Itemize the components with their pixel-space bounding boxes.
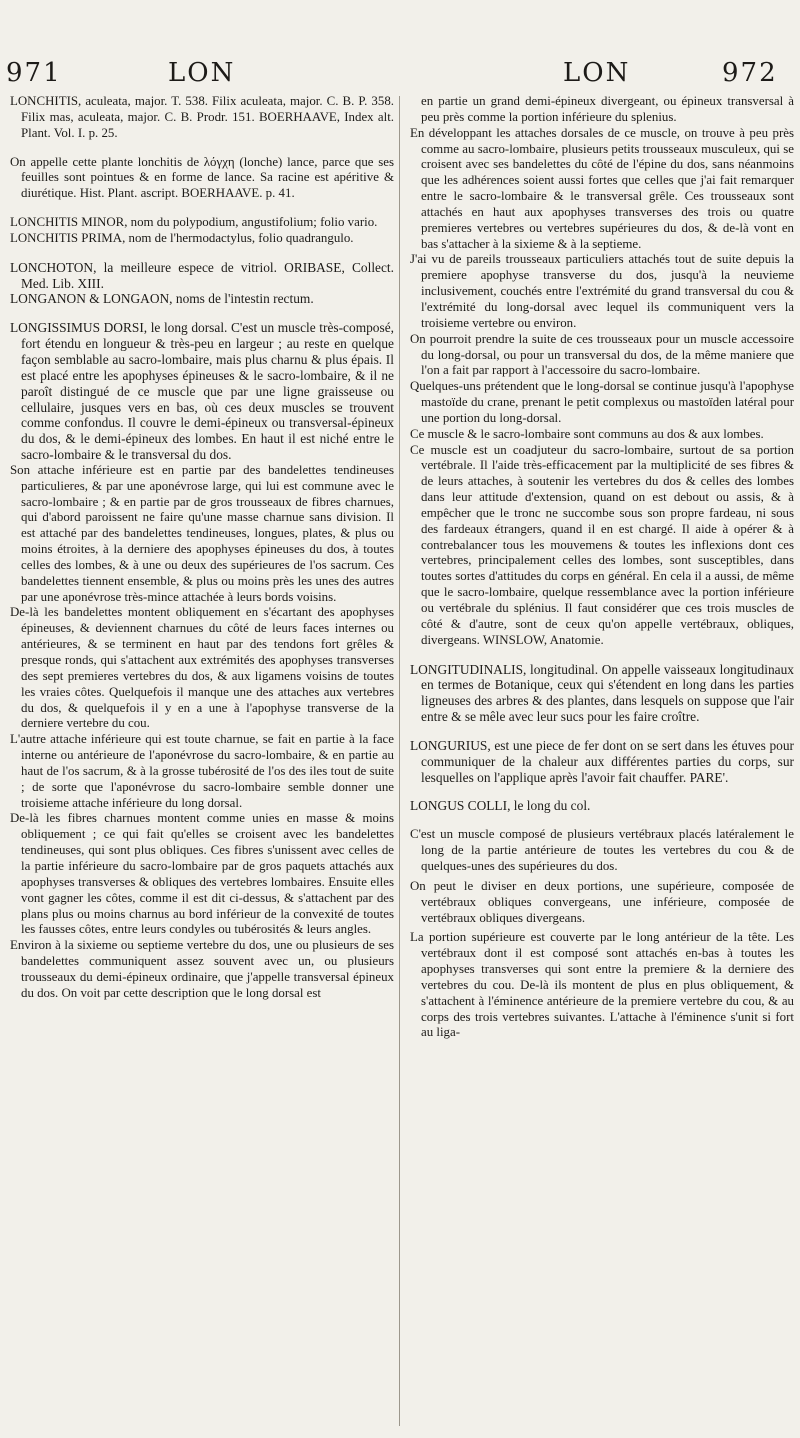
entry-longanon: LONGANON & LONGAON, noms de l'intestin rectum. (10, 291, 314, 307)
entry-longurius: LONGURIUS, est une piece de fer dont on se sert dans les étuves pour communiquer de la chaleur aux différentes parties du corps, sur lesquelles on l'applique après l'avoir fait chauffer. PARE'. (410, 737, 794, 785)
paragraph-deux-portions: On peut le diviser en deux portions, une supérieure, composée de vertébraux obliques convergeans, une inférieure, composée de vertébraux obliques divergeans. (410, 878, 794, 925)
paragraph-autre-attache: L'autre attache inférieure qui est toute charnue, se fait en partie à la face interne ou antérieure de l'aponévrose du sacro-lombaire, & en partie au haut de l'os sacrum, & à la grosse tubérosité de l'os des iles tout de suite ; de sorte que l'aponévrose du sacro-lombaire semble donner une troisieme attache inférieure du long dorsal. (10, 732, 394, 810)
entry-lonchitis-etymology: On appelle cette plante lonchitis de λόγχη (lonche) lance, parce que ses feuilles sont pointues & en forme de lance. Sa racine est apéritive & diurétique. Hist. Plant. ascript. BOERHAAVE. p. 41. (10, 154, 394, 201)
paragraph-sixieme-vertebre: Environ à la sixieme ou septieme vertebre du dos, une ou plusieurs de ses bandelettes communiquent assez souvent avec un, ou plusieurs trousseaux du demi-épineux ordinaire, que j'appelle transversal épineux du dos. On voit par cette description que le long dorsal est (10, 938, 394, 1000)
page-number-left: 971 (6, 58, 62, 88)
column-divider (399, 96, 400, 1426)
paragraph-trousseaux: J'ai vu de pareils trousseaux particuliers attachés tout de suite depuis la premiere apophyse transverse du dos, jusqu'à la neuvieme inclusivement, couchés entre l'extrémité du grand transversal du cou & l'extrémité du long-dorsal avec lequel ils communiquent vers la troisieme vertebre ou environ. (410, 252, 794, 330)
paragraph-longus-colli-definition: C'est un muscle composé de plusieurs vertébraux placés latéralement le long de la partie antérieure de toutes les vertebres du cou & de quelques-unes des supérieures du dos. (410, 827, 794, 873)
paragraph-coadjuteur: Ce muscle est un coadjuteur du sacro-lombaire, surtout de sa portion vertébrale. Il l'aide très-efficacement par la multiplicité de ses fibres & de leurs attaches, à soutenir les vertebres du dos & celles des lombes dans leur attitude d'extension, quand on est debout ou assis, & à empêcher que le tronc ne succombe sous son propre fardeau, ni sous des fardeaux étrangers, quand il en est chargé. Il aide à opérer & à contrebalancer tous les mouvemens & toutes les inflexions dont ces vertebres, principalement celles des lombes, sont susceptibles, dans toutes sortes d'attitudes du corps en général. En cela il a aussi, de même que le sacro-lombaire, quelque ressemblance avec la portion inférieure ou vertébrale du splénius. Il faut considérer que ces trois muscles de côté & d'autre, sont de ceux qu'on appelle vertébraux, obliques, divergeans. WINSLOW, Anatomie. (410, 442, 794, 647)
paragraph-communs: Ce muscle & le sacro-lombaire sont communs au dos & aux lombes. (410, 426, 764, 441)
page-number-right: 972 (722, 58, 778, 88)
entry-lonchitis-minor: LONCHITIS MINOR, nom du polypodium, angustifolium; folio vario. (10, 215, 378, 230)
paragraph-accessoire: On pourroit prendre la suite de ces trousseaux pour un muscle accessoire du long-dorsal, ou pour un transversal du dos, de la même maniere que l'on a fait par rapport à l'accessoire du sacro-lombaire. (410, 331, 794, 378)
running-header (0, 58, 800, 94)
paragraph-continuation: en partie un grand demi-épineux divergeant, ou épineux transversal à peu près comme la portion inférieure du splenius. (421, 94, 794, 124)
entry-lonchitis-prima: LONCHITIS PRIMA, nom de l'hermodactylus, folio quadrangulo. (10, 230, 354, 245)
entry-longus-colli: LONGUS COLLI, le long du col. (410, 798, 591, 814)
paragraph-attaches-dorsales: En développant les attaches dorsales de ce muscle, on trouve à peu près comme au sacro-lombaire, plusieurs petits trousseaux musculeux, qui se croisent avec ses bandelettes du côté de l'épine du dos, sans néanmoins que les adhérences soient aussi fortes que celles que j'ai fait remarquer entre le sacro-lombaire & le transversal grêle. Ces trousseaux sont attachés en haut aux apophyses transverses des trois ou quatre premieres vertebres ou vertebres supérieures du dos, & de-là vont en bas s'attacher à la sixieme & à la septieme. (410, 125, 794, 251)
entry-lonchoton: LONCHOTON, la meilleure espece de vitriol. ORIBASE, Collect. Med. Lib. XIII. (10, 259, 394, 291)
paragraph-attache-inferieure: Son attache inférieure est en partie par des bandelettes tendineuses particulieres, & par une aponévrose large, qui lui est commune avec le sacro-lombaire ; & en partie par de gros trousseaux de fibres charnues, qui d'abord paroissent ne faire qu'une masse charnue sans division. Il est attaché par des bandelettes tendineuses, longues, plates, & plus ou moins étroites, à la derniere des apophyses épineuses du dos, à toutes celles des lombes, & à une ou deux des supérieures de l'os sacrum. Ces bandelettes tiennent ensemble, & plus ou moins près les unes des autres par une aponévrose très-mince attachée à leurs bords voisins. (10, 462, 394, 604)
paragraph-fibres-charnues: De-là les fibres charnues montent comme unies en masse & moins obliquement ; ce qui fait qu'elles se croisent avec les bandelettes tendineuses, qui sont plus obliques. Ces fibres s'unissent avec celles de la partie inférieure du sacro-lombaire par de gros paquets attachés aux apophyses transverses & obliques des vertebres lombaires. Ensuite elles vont gagner les côtes, comme il est dit ci-dessus, & s'attachent par des plans plus ou moins charnus au bord inférieur de la convexité de toutes les fausses côtes, entre leurs condyles ou tubérosités & leurs angles. (10, 811, 394, 937)
entry-longissimus-dorsi: LONGISSIMUS DORSI, le long dorsal. C'est un muscle très-composé, fort étendu en longueur & très-peu en largeur ; au reste en quelque façon semblable au sacro-lombaire, mais plus charnu & plus épais. Il est placé entre les apophyses épineuses & le sacro-lombaire, & il ne paroît distingué de ce muscle que par une ligne graisseuse ou cellulaire, jusques vers en bas, où ces deux muscles se trouvent comme confondus. Il couvre le demi-épineux ou transversal-épineux du dos, & le demi-épineux des lombes. En haut il est niché entre le sacro-lombaire & le transversal du dos. (10, 320, 394, 463)
entry-longitudinalis: LONGITUDINALIS, longitudinal. On appelle vaisseaux longitudinaux en termes de Botanique, ceux qui s'étendent en long dans les parties ligneuses des arbres & des plantes, dans lesquels on suppose que l'air entre & se mêle avec leur sucs pour les faire croître. (410, 661, 794, 725)
paragraph-mastoide: Quelques-uns prétendent que le long-dorsal se continue jusqu'à l'apophyse mastoïde du crane, prenant le petit complexus ou mastoïden latéral pour une portion du long-dorsal. (410, 379, 794, 425)
paragraph-bandelettes: De-là les bandelettes montent obliquement en s'écartant des apophyses épineuses, & deviennent charnues du côté de leurs faces internes ou antérieures, & se terminent en haut par des tendons fort grêles & presque ronds, qui s'attachent aux extrémités des apophyses transverses des sept premieres vertebres du dos, & aux ligamens voisins de toutes les vraies côtes. Quelquefois il manque une des attaches aux vertebres du dos, & quelquefois il y en a une à l'apophyse transverse de la derniere vertebre du cou. (10, 605, 394, 731)
header-keyword-right: LON (563, 58, 631, 88)
right-column (410, 94, 794, 1430)
header-keyword-left: LON (168, 58, 236, 88)
paragraph-portion-superieure: La portion supérieure est couverte par le long antérieur de la tête. Les vertébraux dont il est composé sont attachés en-bas à toutes les apophyses transverses qui sont entre la premiere & la derniere des vertebres du cou. De-là ils montent de plus en plus obliquement, & s'attachent à l'éminence antérieure de la premiere vertebre du cou, & au corps des trois vertebres suivantes. L'attache à l'éminence s'unit si fort au liga- (410, 930, 794, 1040)
entry-lonchitis-aculeata: LONCHITIS, aculeata, major. T. 538. Filix aculeata, major. C. B. P. 358. Filix mas, aculeata, major. C. B. Prodr. 151. BOERHAAVE, Index alt. Plant. Vol. I. p. 25. (10, 94, 394, 140)
left-column (10, 94, 394, 1430)
